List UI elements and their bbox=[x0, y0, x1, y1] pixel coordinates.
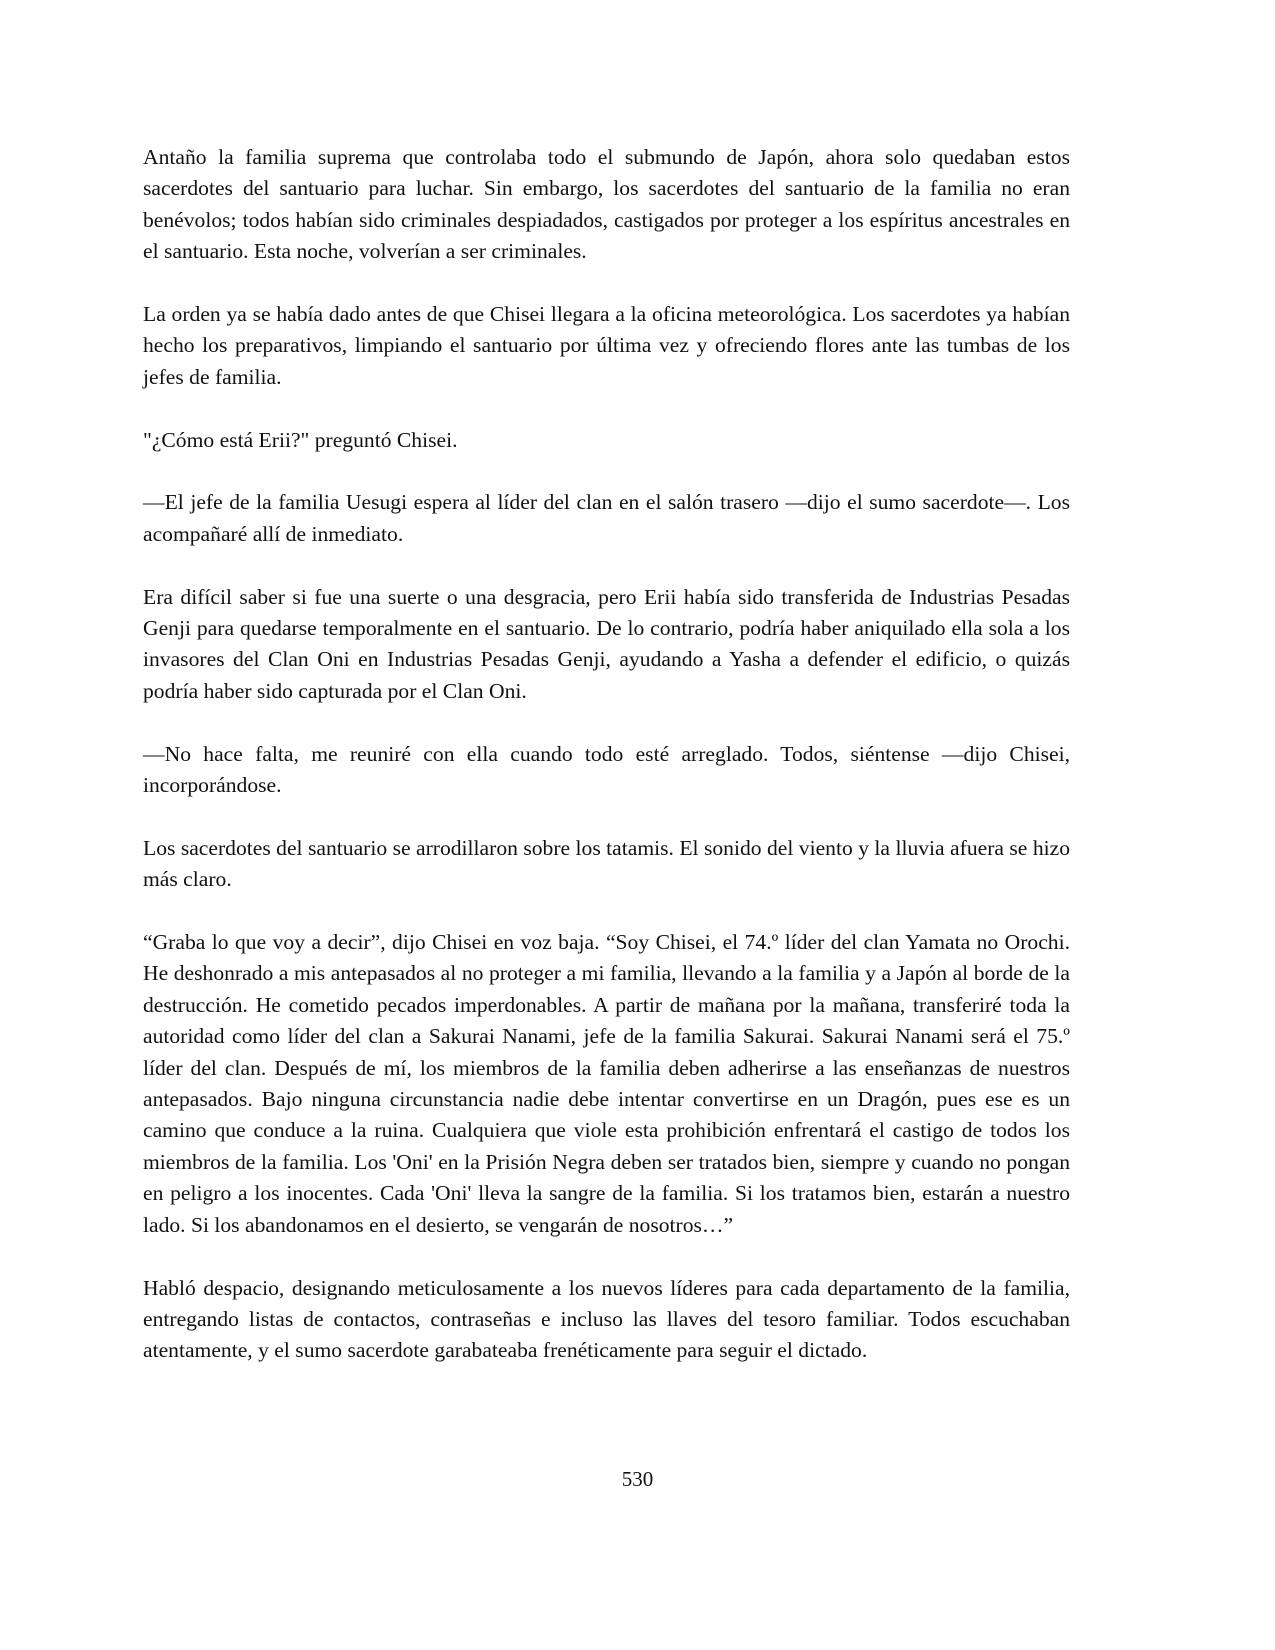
paragraph: Los sacerdotes del santuario se arrodillaron sobre los tatamis. El sonido del viento y la lluvia afuera se hizo más claro. bbox=[143, 835, 1070, 892]
paragraph: Antaño la familia suprema que controlaba todo el submundo de Japón, ahora solo quedaban estos sacerdotes del santuario para luchar. Sin embargo, los sacerdotes del santuario de la familia no eran benévolos; todos habían sido criminales despiadados, castigados por proteger a los espíritus ancestrales en el santuario. Esta noche, volverían a ser criminales. bbox=[143, 145, 1070, 264]
paragraph: "¿Cómo está Erii?" preguntó Chisei. bbox=[143, 427, 458, 452]
paragraph: La orden ya se había dado antes de que Chisei llegara a la oficina meteorológica. Los sacerdotes ya habían hecho los preparativos, limpiando el santuario por última vez y ofreciendo flores ante las tumbas de los jefes de familia. bbox=[143, 302, 1070, 389]
paragraph: Era difícil saber si fue una suerte o una desgracia, pero Erii había sido transferida de Industrias Pesadas Genji para quedarse temporalmente en el santuario. De lo contrario, podría haber aniquilado ella sola a los invasores del Clan Oni en Industrias Pesadas Genji, ayudando a Yasha a defender el edificio, o quizás podría haber sido capturada por el Clan Oni. bbox=[143, 584, 1070, 703]
page-number: 530 bbox=[621, 1467, 654, 1491]
paragraph: Habló despacio, designando meticulosamente a los nuevos líderes para cada departamento de la familia, entregando listas de contactos, contraseñas e incluso las llaves del tesoro familiar. Todos escuchaban atentamente, y el sumo sacerdote garabateaba frenéticamente para seguir el dictado. bbox=[143, 1275, 1070, 1363]
paragraph: “Graba lo que voy a decir”, dijo Chisei en voz baja. “Soy Chisei, el 74.º líder del clan Yamata no Orochi. He deshonrado a mis antepasados al no proteger a mi familia, llevando a la familia y a Japón al borde de la destrucción. He cometido pecados imperdonables. A partir de mañana por la mañana, transferiré toda la autoridad como líder del clan a Sakurai Nanami, jefe de la familia Sakurai. Sakurai Nanami será el 75.º líder del clan. Después de mí, los miembros de la familia deben adherirse a las enseñanzas de nuestros antepasados. Bajo ninguna circunstancia nadie debe intentar convertirse en un Dragón, pues ese es un camino que conduce a la ruina. Cualquiera que viole esta prohibición enfrentará el castigo de todos los miembros de la familia. Los 'Oni' en la Prisión Negra deben ser tratados bien, siempre y cuando no pongan en peligro a los inocentes. Cada 'Oni' lleva la sangre de la familia. Si los tratamos bien, estarán a nuestro lado. Si los abandonamos en el desierto, se vengarán de nosotros…” bbox=[143, 930, 1070, 1237]
paragraph: —No hace falta, me reuniré con ella cuando todo esté arreglado. Todos, siéntense —dijo Chisei, incorporándose. bbox=[143, 741, 1070, 798]
paragraph: —El jefe de la familia Uesugi espera al líder del clan en el salón trasero —dijo el sumo sacerdote—. Los acompañaré allí de inmediato. bbox=[143, 490, 1070, 546]
page-body bbox=[143, 142, 1070, 1398]
